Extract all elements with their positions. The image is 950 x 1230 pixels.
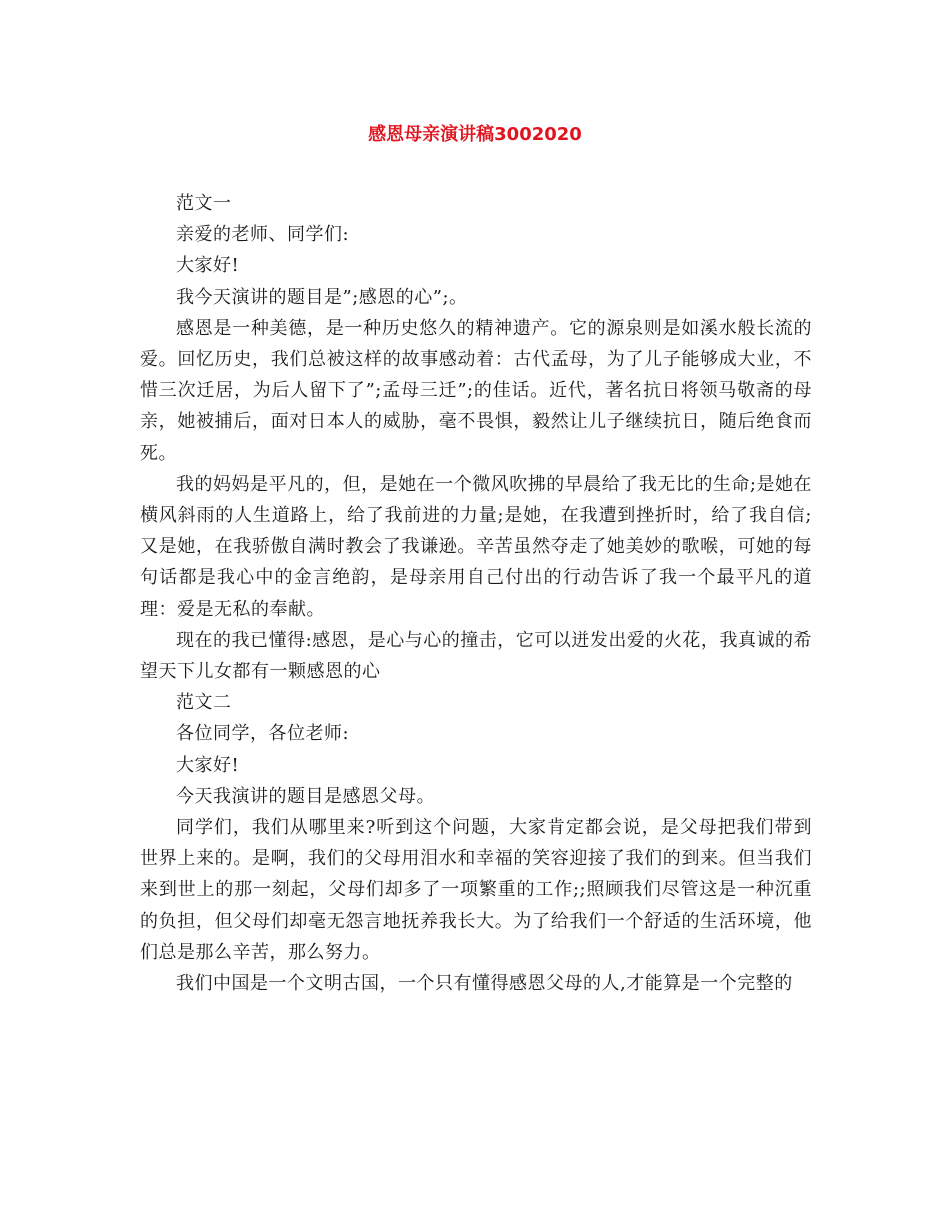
- paragraph: 范文一: [176, 193, 232, 214]
- paragraph: 各位同学，各位老师:: [176, 723, 350, 745]
- paragraph: 我今天演讲的题目是”;感恩的心”;。: [176, 286, 468, 308]
- paragraph: 今天我演讲的题目是感恩父母。: [176, 785, 435, 807]
- paragraph: 亲爱的老师、同学们:: [176, 224, 350, 246]
- paragraph: 大家好!: [176, 754, 240, 776]
- paragraph: 大家好!: [176, 255, 240, 277]
- paragraph: 现在的我已懂得:感恩，是心与心的撞击，它可以迸发出爱的火花，我真诚的希望天下儿女都有一颗感恩的心: [140, 629, 812, 683]
- document-body: [140, 188, 812, 999]
- paragraph: 感恩是一种美德，是一种历史悠久的精神遗产。它的源泉则是如溪水般长流的爱。回忆历史，我们总被这样的故事感动着：古代孟母，为了儿子能够成大业，不惜三次迁居，为后人留下了”;孟母三迁”;的佳话。近代，著名抗日将领马敬斋的母亲，她被捕后，面对日本人的威胁，毫不畏惧，毅然让儿子继续抗日，随后绝食而死。: [140, 317, 812, 464]
- document-title: 感恩母亲演讲稿3002020: [368, 124, 582, 145]
- paragraph: 我的妈妈是平凡的，但，是她在一个微风吹拂的早晨给了我无比的生命;是她在横风斜雨的人生道路上，给了我前进的力量;是她，在我遭到挫折时，给了我自信;又是她，在我骄傲自满时教会了我谦逊。辛苦虽然夺走了她美妙的歌喉，可她的每句话都是我心中的金言绝韵，是母亲用自己付出的行动告诉了我一个最平凡的道理：爱是无私的奉献。: [140, 473, 812, 620]
- paragraph: 我们中国是一个文明古国，一个只有懂得感恩父母的人,才能算是一个完整的: [176, 973, 793, 995]
- paragraph: 范文二: [176, 692, 232, 714]
- paragraph: 同学们，我们从哪里来?听到这个问题，大家肯定都会说，是父母把我们带到世界上来的。是啊，我们的父母用泪水和幸福的笑容迎接了我们的到来。但当我们来到世上的那一刻起，父母们却多了一项繁重的工作;;照顾我们尽管这是一种沉重的负担，但父母们却毫无怨言地抚养我长大。为了给我们一个舒适的生活环境，他们总是那么辛苦，那么努力。: [140, 817, 812, 963]
